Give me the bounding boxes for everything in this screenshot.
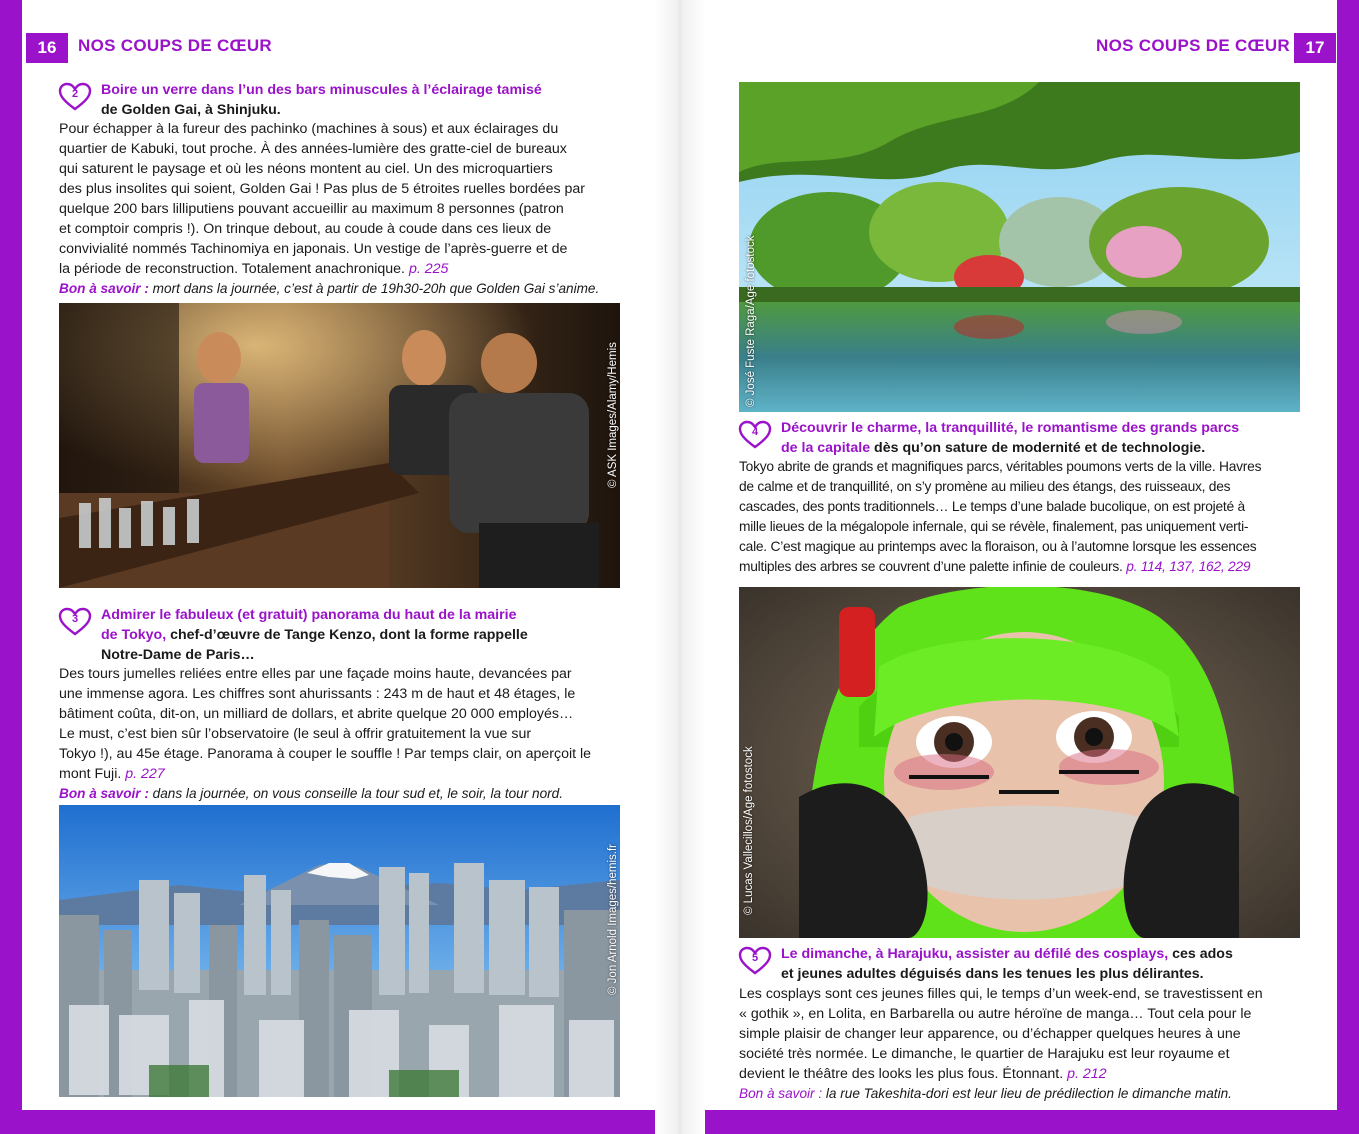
page-frame-right (1337, 0, 1359, 1134)
harajuku-cosplay-photo (739, 587, 1300, 938)
entry-3-body: Des tours jumelles reliées entre elles par une façade moins haute, devancées par une immense agora. Les chiffres sont ahurissants : 243 m de haut et 48 étages, le bâtiment coûta, dit-on, un milliard de dollars, et abrite quelque 20 000 employés… Le must, c’est bien sûr l’observatoire (le seul à offrir gratuitement la vue sur Tokyo !), au 45e étage. Panorama à couper le souffle ! Par temps clair, on aperçoit le mont Fuji. p. 227 (59, 666, 592, 782)
page-number-left: 16 (26, 33, 68, 63)
tokyo-skyline-fuji-photo (59, 805, 620, 1097)
heart-number-icon: 3 (58, 607, 92, 637)
heart-number-icon: 5 (738, 946, 772, 976)
japanese-garden-photo (739, 82, 1300, 412)
photo-credit: © ASK Images/Alamy/Hemis (607, 342, 619, 488)
entry-3-title: Admirer le fabuleux (et gratuit) panorama du haut de la mairie de Tokyo, chef-d’œuvre de Tange Kenzo, dont la forme rappelle Notre-Dame de Paris… (101, 607, 528, 663)
entry-2-tip: Bon à savoir : mort dans la journée, c’est à partir de 19h30-20h que Golden Gai s’anime. (59, 281, 600, 296)
heart-number-icon: 4 (738, 420, 772, 450)
page-number-right: 17 (1294, 33, 1336, 63)
page-header-left: NOS COUPS DE CŒUR (78, 36, 273, 55)
entry-4-body: Tokyo abrite de grands et magnifiques parcs, véritables poumons verts de la ville. Havres de calme et de tranquillité, on s’y promène au milieu des étangs, des ruisseaux, des cascades, des ponts traditionnels… Le temps d’une balade bucolique, on est projeté à mille lieues de la mégalopole infernale, qui se révèle, finalement, pas uniquement verti- cale. C’est magique au printemps avec la floraison, ou à l’automne lorsque les essences multiples des arbres se couvrent d’une palette infinie de couleurs. p. 114, 137, 162, 229 (739, 459, 1262, 574)
golden-gai-bar-photo (59, 303, 620, 588)
page-frame-left (0, 0, 22, 1134)
entry-5-title: Le dimanche, à Harajuku, assister au défilé des cosplays, ces ados et jeunes adultes déguisés dans les tenues les plus délirantes. (781, 946, 1233, 982)
page-header-right: NOS COUPS DE CŒUR (1096, 36, 1291, 55)
photo-credit: © Lucas Vallecillos/Age fotostock (743, 746, 755, 915)
page-reference: p. 227 (125, 766, 165, 782)
page-reference: p. 114, 137, 162, 229 (1126, 559, 1251, 574)
entry-5-body: Les cosplays sont ces jeunes filles qui, le temps d’un week-end, se travestissent en « gothik », en Lolita, en Barbarella ou autre héroïne de manga… Tout cela pour le simple plaisir de changer leur apparence, ou d’échapper quelques heures à une société très normée. Le dimanche, le quartier de Harajuku est leur royaume et devient le théâtre des looks les plus fous. Étonnant. p. 212 (739, 986, 1263, 1082)
entry-2-title: Boire un verre dans l’un des bars minuscules à l’éclairage tamisé de Golden Gai, à Shinjuku. (101, 82, 542, 118)
entry-4-title: Découvrir le charme, la tranquillité, le romantisme des grands parcs de la capitale dès qu’on sature de modernité et de technologie. (781, 420, 1240, 456)
entry-5-tip: Bon à savoir : la rue Takeshita-dori est leur lieu de prédilection le dimanche matin. (739, 1086, 1232, 1101)
photo-credit: © Jon Arnold Images/hemis.fr (607, 843, 619, 995)
page-reference: p. 225 (408, 261, 449, 277)
entry-2-body: Pour échapper à la fureur des pachinko (machines à sous) et aux éclairages du quartier de Kabuki, tout proche. À des années-lumière des gratte-ciel de bureaux qui saturent le paysage et où les néons montent au ciel. Un des microquartiers des plus insolites qui soient, Golden Gai ! Pas plus de 5 étroites ruelles bordées par quelque 200 bars lilliputiens pouvant accueillir au maximum 8 personnes (patron et comptoir compris !). On trinque debout, au coude à coude dans ces lieux de convivialité nommés Tachinomiya en japonais. Un vestige de l’après-guerre et de la période de reconstruction. Totalement anachronique. p. 225 (59, 121, 586, 277)
heart-number-icon: 2 (58, 82, 92, 112)
entry-3-tip: Bon à savoir : dans la journée, on vous conseille la tour sud et, le soir, la tour nord. (59, 786, 564, 801)
book-spine (655, 0, 705, 1134)
page-reference: p. 212 (1067, 1066, 1107, 1082)
photo-credit: © José Fuste Raga/Age fotostock (745, 235, 757, 407)
